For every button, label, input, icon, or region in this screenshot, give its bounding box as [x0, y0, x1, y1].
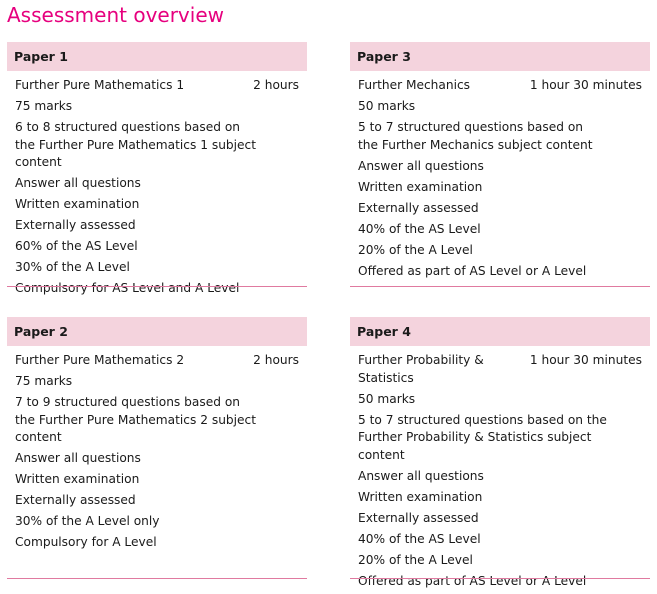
- page-title: Assessment overview: [7, 3, 224, 27]
- a-level-weighting: 30% of the A Level: [15, 260, 130, 274]
- answer-instruction: Answer all questions: [358, 158, 484, 173]
- paper-subject: Further Probability & Statistics: [358, 353, 484, 385]
- paper-details: [350, 346, 650, 590]
- requirement-status: Compulsory for AS Level and A Level: [15, 281, 240, 295]
- answer-instruction: Answer all questions: [15, 176, 141, 190]
- paper-heading: Paper 3: [350, 42, 650, 71]
- as-level-weighting: 60% of the AS Level: [15, 239, 138, 253]
- paper-3-card: [350, 42, 650, 284]
- paper-duration: 1 hour 30 minutes: [529, 353, 642, 367]
- assessment-type: Externally assessed: [358, 510, 479, 525]
- paper-details: [7, 71, 307, 298]
- card-divider: [350, 286, 650, 287]
- paper-heading: Paper 2: [7, 317, 307, 346]
- exam-type: Written examination: [15, 197, 140, 211]
- exam-type: Written examination: [15, 472, 140, 486]
- paper-subject: Further Mechanics: [358, 78, 471, 92]
- paper-heading: Paper 4: [350, 317, 650, 346]
- paper-duration: 1 hour 30 minutes: [529, 78, 642, 92]
- paper-details: [7, 346, 307, 552]
- marks: 50 marks: [358, 391, 416, 406]
- paper-heading: Paper 1: [7, 42, 307, 71]
- paper-duration: 2 hours: [253, 78, 299, 92]
- paper-subject: Further Pure Mathematics 1: [15, 78, 185, 92]
- assessment-type: Externally assessed: [358, 200, 479, 215]
- a-level-weighting: 20% of the A Level: [358, 552, 473, 567]
- requirement-status: Compulsory for A Level: [15, 535, 157, 549]
- question-description: 7 to 9 structured questions based on the Further Pure Mathematics 2 subject content: [15, 395, 257, 444]
- assessment-type: Externally assessed: [15, 493, 136, 507]
- paper-2-card: [7, 317, 307, 555]
- paper-1-card: [7, 42, 307, 301]
- paper-subject: Further Pure Mathematics 2: [15, 353, 185, 367]
- requirement-status: Offered as part of AS Level or A Level: [358, 263, 587, 278]
- paper-title-row: [358, 352, 642, 387]
- exam-type: Written examination: [358, 179, 483, 194]
- assessment-type: Externally assessed: [15, 218, 136, 232]
- question-description: 5 to 7 structured questions based on the Further Probability & Statistics subject content: [358, 412, 607, 462]
- marks: 75 marks: [15, 374, 73, 388]
- marks: 75 marks: [15, 99, 73, 113]
- paper-title-row: [15, 77, 299, 95]
- card-divider: [350, 578, 650, 579]
- paper-title-row: [358, 77, 642, 95]
- paper-details: [350, 71, 650, 280]
- answer-instruction: Answer all questions: [358, 468, 484, 483]
- exam-type: Written examination: [358, 489, 483, 504]
- as-level-weighting: 40% of the AS Level: [358, 221, 481, 236]
- card-divider: [7, 286, 307, 287]
- question-description: 5 to 7 structured questions based on the Further Mechanics subject content: [358, 120, 593, 152]
- a-level-weighting: 30% of the A Level only: [15, 514, 160, 528]
- question-description: 6 to 8 structured questions based on the Further Pure Mathematics 1 subject content: [15, 120, 257, 169]
- card-divider: [7, 578, 307, 579]
- requirement-status: Offered as part of AS Level or A Level: [358, 573, 587, 588]
- a-level-weighting: 20% of the A Level: [358, 242, 473, 257]
- as-level-weighting: 40% of the AS Level: [358, 531, 481, 546]
- answer-instruction: Answer all questions: [15, 451, 141, 465]
- paper-duration: 2 hours: [253, 353, 299, 367]
- paper-title-row: [15, 352, 299, 370]
- paper-4-card: [350, 317, 650, 594]
- marks: 50 marks: [358, 99, 416, 113]
